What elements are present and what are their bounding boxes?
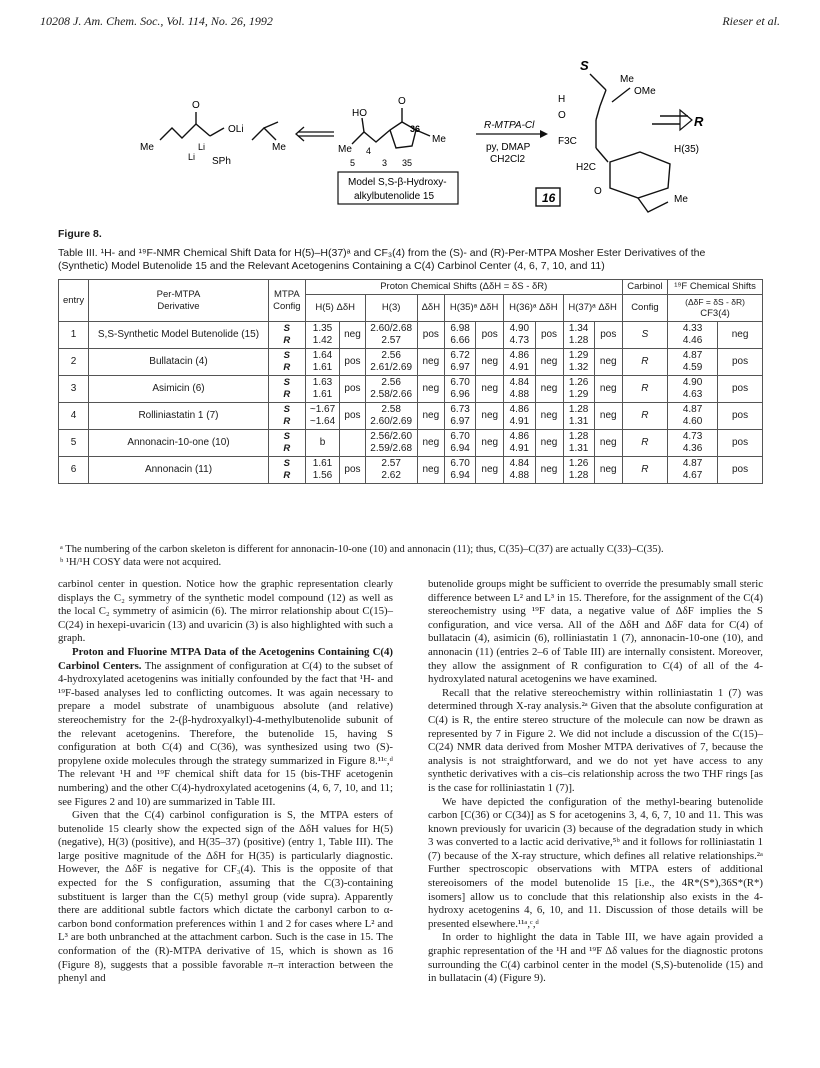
h37-sign: neg: [594, 403, 622, 430]
cf3-values-r: 4.36: [682, 443, 703, 454]
table-row: [59, 376, 763, 403]
config-r: R: [283, 362, 291, 373]
h37-values: [563, 376, 594, 403]
cf3-values: [668, 457, 718, 484]
h3-values: [365, 376, 417, 403]
h-label: H: [558, 94, 566, 105]
shielding-arrow: [680, 110, 692, 130]
entry-cell: 5: [59, 430, 89, 457]
mtpa-config-cell: [268, 403, 305, 430]
h36-sign: neg: [535, 349, 563, 376]
h35-sign: neg: [476, 349, 504, 376]
c35-label: 35: [402, 158, 413, 168]
o-label-3: O: [558, 110, 566, 121]
config-r: R: [283, 335, 291, 346]
table-row: [59, 349, 763, 376]
col-derivative-line1: Per-MTPA: [156, 288, 201, 300]
figure-8-scheme: [140, 52, 760, 222]
dianion-structure: [160, 112, 224, 140]
h36-sign: neg: [535, 403, 563, 430]
h5-values: [305, 376, 340, 403]
config-s: S: [283, 458, 290, 469]
figure-label: Figure 8.: [58, 228, 102, 240]
derivative-cell: S,S-Synthetic Model Butenolide (15): [89, 322, 269, 349]
config-r: R: [283, 416, 291, 427]
h3-values: [365, 349, 417, 376]
paragraph: In order to highlight the data in Table III, we have again provided a graphic representation of the ¹H and ¹⁹F Δδ values for the diagnostic protons surrounding the C(4) carbinol center in the model (S,S)-butenolide (15) and in bullatacin (4) (Figure 9).: [428, 931, 763, 985]
h5-sign: pos: [340, 376, 365, 403]
h37-values-s: 1.34: [568, 323, 589, 334]
h37-values-r: 1.28: [568, 470, 589, 481]
col-cf3: [668, 295, 763, 322]
h35-values-s: 6.70: [450, 431, 470, 442]
h35-values: [444, 430, 475, 457]
h35-values: [444, 376, 475, 403]
h5-values-s: 1.63: [312, 377, 333, 388]
h35-values-r: 6.96: [450, 389, 470, 400]
table-row: [59, 457, 763, 484]
h37-values: [563, 403, 594, 430]
table-footnotes: [60, 544, 765, 569]
h3-values-r: 2.60/2.69: [370, 416, 413, 427]
col-derivative-line2: Derivative: [157, 300, 200, 312]
h37-values: [563, 322, 594, 349]
cf3-values-r: 4.59: [682, 362, 703, 373]
h37-values: [563, 457, 594, 484]
entry-cell: 6: [59, 457, 89, 484]
nmr-shift-table: [58, 279, 763, 484]
h36-values: [504, 322, 535, 349]
h36-values: [504, 349, 535, 376]
cf3-values-r: 4.67: [682, 470, 703, 481]
col-proton-shifts: Proton Chemical Shifts (ΔδH = δS - δR): [305, 280, 622, 295]
h5-values: [305, 349, 340, 376]
h37-sign: neg: [594, 457, 622, 484]
cf3-sign: pos: [718, 457, 763, 484]
h3-values: [365, 403, 417, 430]
h36-values-r: 4.91: [509, 362, 530, 373]
c3-label: 3: [382, 158, 388, 168]
h5-values: [305, 322, 340, 349]
h35-values-s: 6.72: [450, 350, 470, 361]
paragraph: carbinol center in question. Notice how the graphic representation clearly displays the C₂ symmetry of the synthetic model compound (12) as well as the local C₂ symmetry of asimicin (6). The mirror relationship about C(15)–C(24) in hexepi-uvaricin (13) and uvaricin (3) is also highlighted with such a graph.: [58, 578, 393, 645]
carbinol-config-cell: R: [622, 349, 667, 376]
h37-values: [563, 430, 594, 457]
h36-sign: pos: [535, 322, 563, 349]
cf3-values-s: 4.90: [682, 377, 703, 388]
h35-values: [444, 403, 475, 430]
col-h37: H(37)ᵃ ΔδH: [563, 295, 622, 322]
h3-values-s: 2.56/2.60: [370, 431, 413, 442]
h37-values-s: 1.28: [568, 404, 589, 415]
f3c-label: F3C: [558, 136, 577, 147]
h5-values-r: 1.42: [312, 335, 333, 346]
h3-values-s: 2.56: [381, 377, 401, 388]
paragraph: Given that the C(4) carbinol configuration is S, the MTPA esters of butenolide 15 clearly show the expected sign of the ΔδH values for H(5) (negative), H(3) (positive), and H(35–37) (positive) (entry 1, Table III). The large positive magnitude of the ΔδH for H(35) is particularly diagnostic. However, the ΔδF is negative for CF₃(4). This is the opposite of that expected for the S configuration, assuming that the C(3)-containing substituent is larger than the C(5) methyl group (vide supra). Apparently there are additional subtle factors which dictate the carbonyl carbon to α-carbon bond conformation preferences within 1 and 2 for cases where L² and L³ are both unbranched at the attachment carbon. Such is the case in 15. The conformation of the (R)-MTPA derivative of 15, which is shown as 16 (Figure 8), suggests that a possible favorable π–π interaction between the phenyl and: [58, 809, 393, 985]
h35-values: [444, 457, 475, 484]
me-label-4: Me: [338, 144, 352, 155]
o-label-1: O: [192, 100, 200, 111]
h36-values-s: 4.84: [509, 377, 530, 388]
col-cf3-label: CF3(4): [700, 308, 730, 319]
col-f19-sub: (ΔδF = δS - δR): [685, 297, 745, 307]
table-row: [59, 403, 763, 430]
me-label-5: Me: [620, 74, 634, 85]
h5-values-r: ~1.64: [309, 416, 336, 427]
h5-values-s: ~1.67: [309, 404, 336, 415]
h36-sign: neg: [535, 430, 563, 457]
journal-citation: 10208 J. Am. Chem. Soc., Vol. 114, No. 26, 1992: [40, 14, 273, 28]
o-label-2: O: [398, 96, 406, 107]
h35-sign: pos: [476, 322, 504, 349]
h35-sign: neg: [476, 430, 504, 457]
h37-sign: neg: [594, 376, 622, 403]
h3-values-r: 2.59/2.68: [370, 443, 413, 454]
cf3-sign: pos: [718, 349, 763, 376]
h36-values-s: 4.84: [509, 458, 530, 469]
cf3-sign: pos: [718, 376, 763, 403]
cf3-sign: pos: [718, 430, 763, 457]
h36-values-r: 4.73: [509, 335, 530, 346]
cf3-values-s: 4.73: [682, 431, 703, 442]
h36-values: [504, 376, 535, 403]
h36-values-r: 4.88: [509, 470, 530, 481]
h5-values-s: 1.61: [312, 458, 333, 469]
derivative-cell: Annonacin-10-one (10): [89, 430, 269, 457]
h3-values-r: 2.58/2.66: [370, 389, 413, 400]
entry-cell: 1: [59, 322, 89, 349]
compound-16-label: 16: [542, 191, 556, 205]
h35-sign: neg: [476, 376, 504, 403]
h36-values-s: 4.86: [509, 431, 530, 442]
h35-values: [444, 322, 475, 349]
h37-values-r: 1.31: [568, 443, 589, 454]
cf3-values-r: 4.46: [682, 335, 703, 346]
h5-values-r: 1.56: [312, 470, 333, 481]
h37-sign: neg: [594, 430, 622, 457]
h36-values: [504, 403, 535, 430]
h3-values-r: 2.57: [381, 335, 401, 346]
entry-cell: 4: [59, 403, 89, 430]
c4-label: 4: [366, 146, 372, 156]
h35-values-s: 6.70: [450, 377, 470, 388]
h3-sign: pos: [417, 322, 444, 349]
h35-values-s: 6.73: [450, 404, 470, 415]
config-s: S: [283, 350, 290, 361]
h36-values: [504, 430, 535, 457]
paragraph-text: The assignment of configuration at C(4) to the subset of 4-hydroxylated acetogenins was initially confounded by the fact that ¹H- and ¹⁹F-based analyses led to conflicting outcomes. It was again necessary to prepare a model substrate of unambiguous absolute (and relative) stereochemistry for the 2-(β-hydroxyalkyl)-4-methylbutenolide subunit of the relevant acetogenins. Therefore, the butenolide 15, having S configuration at both C(4) and C(36), was synthesized using two (S)-propylene oxide molecules through the strategy summarized in Figure 8.¹¹ᶜ,ᵈ The relevant ¹H and ¹⁹F chemical shift data for 15 (bis-THF acetogenin numbering) and the other C(4)-hydroxylated acetogenins (4, 6, 7, 10, and 11; see Figures 2 and 10) are summarized in Table III.: [58, 659, 393, 808]
o-label-4: O: [594, 186, 602, 197]
entry-cell: 2: [59, 349, 89, 376]
col-h3: H(3): [365, 295, 417, 322]
retro-arrow: [296, 127, 334, 141]
h3-sign: neg: [417, 430, 444, 457]
h36-values-s: 4.90: [509, 323, 530, 334]
col-f19: ¹⁹F Chemical Shifts: [668, 280, 763, 295]
author-running-head: Rieser et al.: [722, 14, 780, 28]
h5-values: [305, 430, 340, 457]
h5-values-r: 1.61: [312, 389, 333, 400]
c36-label: 36: [410, 124, 421, 134]
config-s: S: [283, 431, 290, 442]
cf3-values-r: 4.60: [682, 416, 703, 427]
h36-values-r: 4.88: [509, 389, 530, 400]
box-label-line2: alkylbutenolide 15: [354, 191, 435, 202]
r-label: R: [694, 114, 704, 129]
me-label-3: Me: [432, 134, 446, 145]
li-label-2: Li: [188, 152, 196, 162]
table-row: [59, 322, 763, 349]
h35-values-r: 6.97: [450, 416, 470, 427]
mtpa-config-cell: [268, 376, 305, 403]
h36-sign: neg: [535, 457, 563, 484]
h3-values: [365, 430, 417, 457]
h37-sign: neg: [594, 349, 622, 376]
section-lead: Proton and Fluorine MTPA Data of the Acetogenins Containing C(4) Carbinol Centers.: [58, 645, 393, 672]
cf3-values: [668, 403, 718, 430]
cf3-values: [668, 430, 718, 457]
ome-label: OMe: [634, 86, 656, 97]
cf3-values-s: 4.33: [682, 323, 703, 334]
h5-sign: pos: [340, 349, 365, 376]
h35-values-r: 6.97: [450, 362, 470, 373]
me-label-6: Me: [674, 194, 688, 205]
h37-values-r: 1.32: [568, 362, 589, 373]
h5-values-s: 1.35: [312, 323, 333, 334]
cf3-values-s: 4.87: [682, 458, 703, 469]
col-derivative: [89, 280, 269, 322]
me-label-2: Me: [272, 142, 286, 153]
col-h5: H(5) ΔδH: [305, 295, 365, 322]
h35-values-s: 6.70: [450, 458, 470, 469]
mtpa-config-cell: [268, 457, 305, 484]
config-r: R: [283, 389, 291, 400]
cf3-values-r: 4.63: [682, 389, 703, 400]
carbinol-config-cell: R: [622, 403, 667, 430]
paragraph: butenolide groups might be sufficient to override the presumably small steric difference between L² and L³ in 15. Therefore, for the assignment of the C(4) stereochemistry using ¹⁹F data, a negative value of ΔδF implies the S configuration, and vice versa. All of the ΔδH and ΔδF data for C(4) of bullatacin (4), asimicin (6), rolliniastatin 1 (7), annonacin-10-one (10), and annonacin (11) (entries 2–6 of Table III) are internally consistent. Moreover, they allow the assignment of R configuration to C(4) of all of the 4-hydroxylated natural acetogenins we have examined.: [428, 578, 763, 686]
reagent-label-1: R-MTPA-Cl: [484, 120, 535, 131]
h3-sign: neg: [417, 349, 444, 376]
cf3-values: [668, 376, 718, 403]
h36-values-s: 4.86: [509, 404, 530, 415]
h3-values-s: 2.57: [381, 458, 401, 469]
box-label-line1: Model S,S-β-Hydroxy-: [348, 177, 447, 188]
reagent-label-2: py, DMAP: [486, 142, 531, 153]
mtpa-config-cell: [268, 322, 305, 349]
h5-values: [305, 457, 340, 484]
carbinol-config-cell: R: [622, 430, 667, 457]
h3-values-s: 2.56: [381, 350, 401, 361]
s-label: S: [580, 58, 589, 73]
h36-values: [504, 457, 535, 484]
h5-sign: pos: [340, 403, 365, 430]
h5-sign: neg: [340, 322, 365, 349]
sph-label: SPh: [212, 156, 231, 167]
cf3-values-s: 4.87: [682, 404, 703, 415]
config-s: S: [283, 404, 290, 415]
derivative-cell: Bullatacin (4): [89, 349, 269, 376]
paragraph: [58, 646, 393, 809]
h36-values-s: 4.86: [509, 350, 530, 361]
footnote-b: ᵇ ¹H/¹H COSY data were not acquired.: [60, 556, 222, 568]
paragraph: Recall that the relative stereochemistry within rolliniastatin 1 (7) was determined through X-ray analysis.²ᵃ Given that the absolute configuration at C(4) is R, the entire stereo structure of the molecule can now be drawn as represented by 7 in Figure 2. We did not include a discussion of the C(15)–C(24) NMR data derived from Mosher MTPA derivatives of 7, because the analysis is not straightforward, and we do not yet have access to any synthetic derivatives with a cis–cis relationship across the two THF rings [as is the case for rolliniastatin 1 (7)].: [428, 686, 763, 794]
config-s: S: [283, 377, 290, 388]
h37-values: [563, 349, 594, 376]
config-r: R: [283, 470, 291, 481]
carbinol-config-cell: R: [622, 376, 667, 403]
body-column-right: [428, 578, 763, 986]
derivative-cell: Annonacin (11): [89, 457, 269, 484]
reaction-arrowhead: [540, 130, 548, 138]
col-mtpa-config: [268, 280, 305, 322]
h3-sign: neg: [417, 403, 444, 430]
h5-sign: pos: [340, 457, 365, 484]
h37-values-s: 1.26: [568, 458, 589, 469]
table-row: [59, 430, 763, 457]
body-column-left: [58, 578, 393, 986]
col-h36: H(36)ᵃ ΔδH: [504, 295, 563, 322]
h5-values-r: 1.61: [312, 362, 333, 373]
h3-values-r: 2.62: [381, 470, 401, 481]
h37-values-s: 1.26: [568, 377, 589, 388]
col-h35: H(35)ᵃ ΔδH: [444, 295, 503, 322]
h36-values-r: 4.91: [509, 443, 530, 454]
h36-sign: neg: [535, 376, 563, 403]
h37-values-r: 1.31: [568, 416, 589, 427]
li-label-1: Li: [198, 142, 206, 152]
h36-values-r: 4.91: [509, 416, 530, 427]
h3-values-s: 2.58: [381, 404, 401, 415]
mtpa-config-cell: [268, 349, 305, 376]
h5-values-s: 1.64: [312, 350, 333, 361]
entry-cell: 3: [59, 376, 89, 403]
oli-label: OLi: [228, 124, 244, 135]
h5-values-s: b: [319, 437, 326, 448]
paragraph: We have depicted the configuration of the methyl-bearing butenolide carbon [C(36) or C(34)] as S for acetogenins 3, 4, 6, 7, 10 and 11. This was known previously for uvaricin (3) because of the degradation study in which 3 was converted to a lactic acid derivative,⁵ᵇ and it follows for rolliniastatin 1 (7) because of the X-ray structure, which defines all relative relationships.²ᵃ Further spectroscopic observations with MTPA esters of additional stereoisomers of the model butenolide 15 [i.e., the 4R*(S*),36S*(R*) isomers] allow us to conclude that this relationship also exists in the 4-hydroxy acetogenins 4, 6, 10, and 11. Discussion of those details will be presented elsewhere.¹¹ᵃ,ᶜ,ᵈ: [428, 795, 763, 930]
h37-values-r: 1.29: [568, 389, 589, 400]
col-carbinol: Carbinol: [622, 280, 667, 295]
h37-values-s: 1.29: [568, 350, 589, 361]
me-label-1: Me: [140, 142, 154, 153]
h3-values: [365, 322, 417, 349]
reagent-label-3: CH2Cl2: [490, 154, 526, 165]
c5-label: 5: [350, 158, 356, 168]
h5-values: [305, 403, 340, 430]
h35-label: H(35): [674, 144, 700, 155]
col-entry: entry: [59, 280, 89, 322]
table-body: [59, 322, 763, 484]
col-h3-delta: ΔδH: [417, 295, 444, 322]
carbinol-config-cell: S: [622, 322, 667, 349]
h35-values-r: 6.66: [450, 335, 470, 346]
ho-label: HO: [352, 108, 367, 119]
h35-values-r: 6.94: [450, 470, 470, 481]
h35-sign: neg: [476, 457, 504, 484]
cf3-values: [668, 349, 718, 376]
h5-sign: [340, 430, 365, 457]
mtpa-config-cell: [268, 430, 305, 457]
derivative-cell: Rolliniastatin 1 (7): [89, 403, 269, 430]
config-s: S: [283, 323, 290, 334]
col-carbinol-config: Config: [622, 295, 667, 322]
h37-values-s: 1.28: [568, 431, 589, 442]
table-caption: Table III. ¹H- and ¹⁹F-NMR Chemical Shift Data for H(5)–H(37)ᵃ and CF₃(4) from the (S)- and (R)-Per-MTPA Mosher Ester Derivatives of the (Synthetic) Model Butenolide 15 and the Relevant Acetogenins Containing a C(4) Carbinol Center (4, 6, 7, 10, and 11): [58, 247, 706, 272]
col-mtpa-line1: MTPA: [273, 288, 300, 300]
h3-values-s: 2.60/2.68: [370, 323, 413, 334]
h3-values: [365, 457, 417, 484]
h37-values-r: 1.28: [568, 335, 589, 346]
h35-values-r: 6.94: [450, 443, 470, 454]
derivative-cell: Asimicin (6): [89, 376, 269, 403]
carbinol-config-cell: R: [622, 457, 667, 484]
col-mtpa-line2: Config: [273, 300, 301, 312]
cf3-values: [668, 322, 718, 349]
h3-sign: neg: [417, 376, 444, 403]
config-r: R: [283, 443, 291, 454]
h35-values: [444, 349, 475, 376]
footnote-a: ᵃ The numbering of the carbon skeleton is different for annonacin-10-one (10) and annonacin (11); thus, C(35)–C(37) are actually C(33)–C(35).: [60, 544, 664, 555]
h3-values-r: 2.61/2.69: [370, 362, 413, 373]
h37-sign: pos: [594, 322, 622, 349]
h35-values-s: 6.98: [450, 323, 470, 334]
cf3-sign: neg: [718, 322, 763, 349]
propylene-oxide: [252, 122, 278, 140]
cf3-values-s: 4.87: [682, 350, 703, 361]
h35-sign: neg: [476, 403, 504, 430]
h2c-label: H2C: [576, 162, 597, 173]
h3-sign: neg: [417, 457, 444, 484]
cf3-sign: pos: [718, 403, 763, 430]
